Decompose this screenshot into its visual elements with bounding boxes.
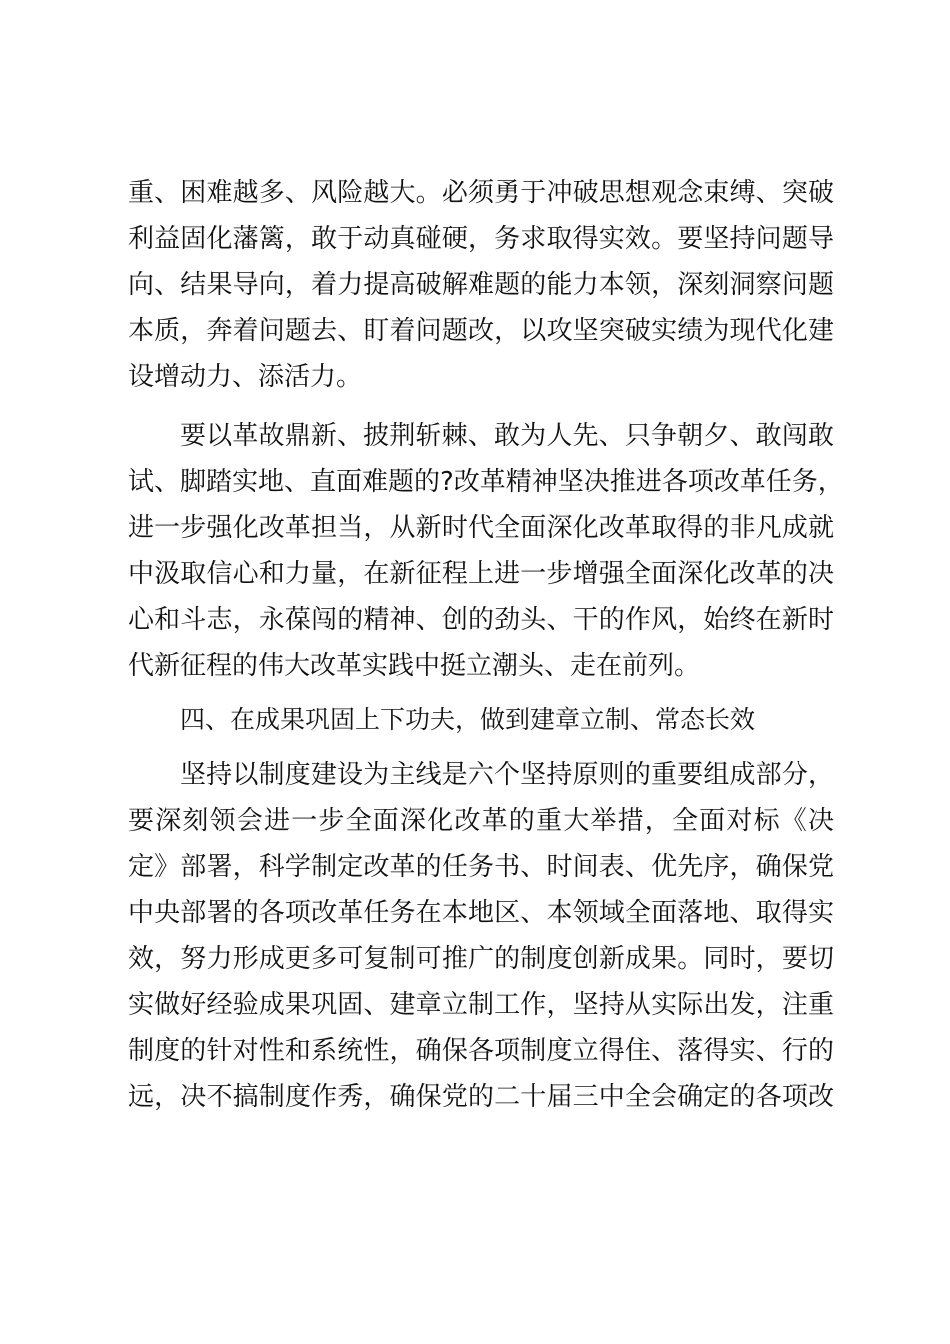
text-line: 向、结果导向，着力提高破解难题的能力本领，深刻洞察问题	[128, 270, 834, 300]
paragraph-2	[128, 413, 844, 689]
text-line: 要深刻领会进一步全面深化改革的重大举措，全面对标《决	[128, 806, 834, 836]
text-line: 远，决不搞制度作秀，确保党的二十届三中全会确定的各项改	[128, 1082, 834, 1112]
text-line: 试、脚踏实地、直面难题的?改革精神坚决推进各项改革任务，	[128, 467, 844, 497]
section-heading-text: 四、在成果巩固上下功夫，做到建章立制、常态长效	[180, 705, 756, 734]
paragraph-3	[128, 752, 834, 1120]
text-line: 定》部署，科学制定改革的任务书、时间表、优先序，确保党	[128, 852, 834, 882]
text-line: 利益固化藩篱，敢于动真碰硬，务求取得实效。要坚持问题导	[128, 224, 834, 254]
section-heading	[128, 697, 834, 743]
text-line: 设增动力、添活力。	[128, 362, 363, 392]
text-line: 要以革故鼎新、披荆斩棘、敢为人先、只争朝夕、敢闯敢	[180, 421, 834, 451]
text-line: 实做好经验成果巩固、建章立制工作，坚持从实际出发，注重	[128, 990, 834, 1020]
text-line: 重、困难越多、风险越大。必须勇于冲破思想观念束缚、突破	[128, 178, 834, 208]
text-line: 坚持以制度建设为主线是六个坚持原则的重要组成部分，	[180, 760, 834, 790]
text-line: 制度的针对性和系统性，确保各项制度立得住、落得实、行的	[128, 1036, 834, 1066]
text-line: 代新征程的伟大改革实践中挺立潮头、走在前列。	[128, 651, 701, 681]
text-line: 中央部署的各项改革任务在本地区、本领域全面落地、取得实	[128, 898, 834, 928]
text-line: 中汲取信心和力量，在新征程上进一步增强全面深化改革的决	[128, 559, 834, 589]
paragraph-1	[128, 170, 834, 400]
text-line: 心和斗志，永葆闯的精神、创的劲头、干的作风，始终在新时	[128, 605, 834, 635]
text-line: 进一步强化改革担当，从新时代全面深化改革取得的非凡成就	[128, 513, 834, 543]
text-line: 效，努力形成更多可复制可推广的制度创新成果。同时，要切	[128, 944, 834, 974]
text-line: 本质，奔着问题去、盯着问题改，以攻坚突破实绩为现代化建	[128, 316, 834, 346]
